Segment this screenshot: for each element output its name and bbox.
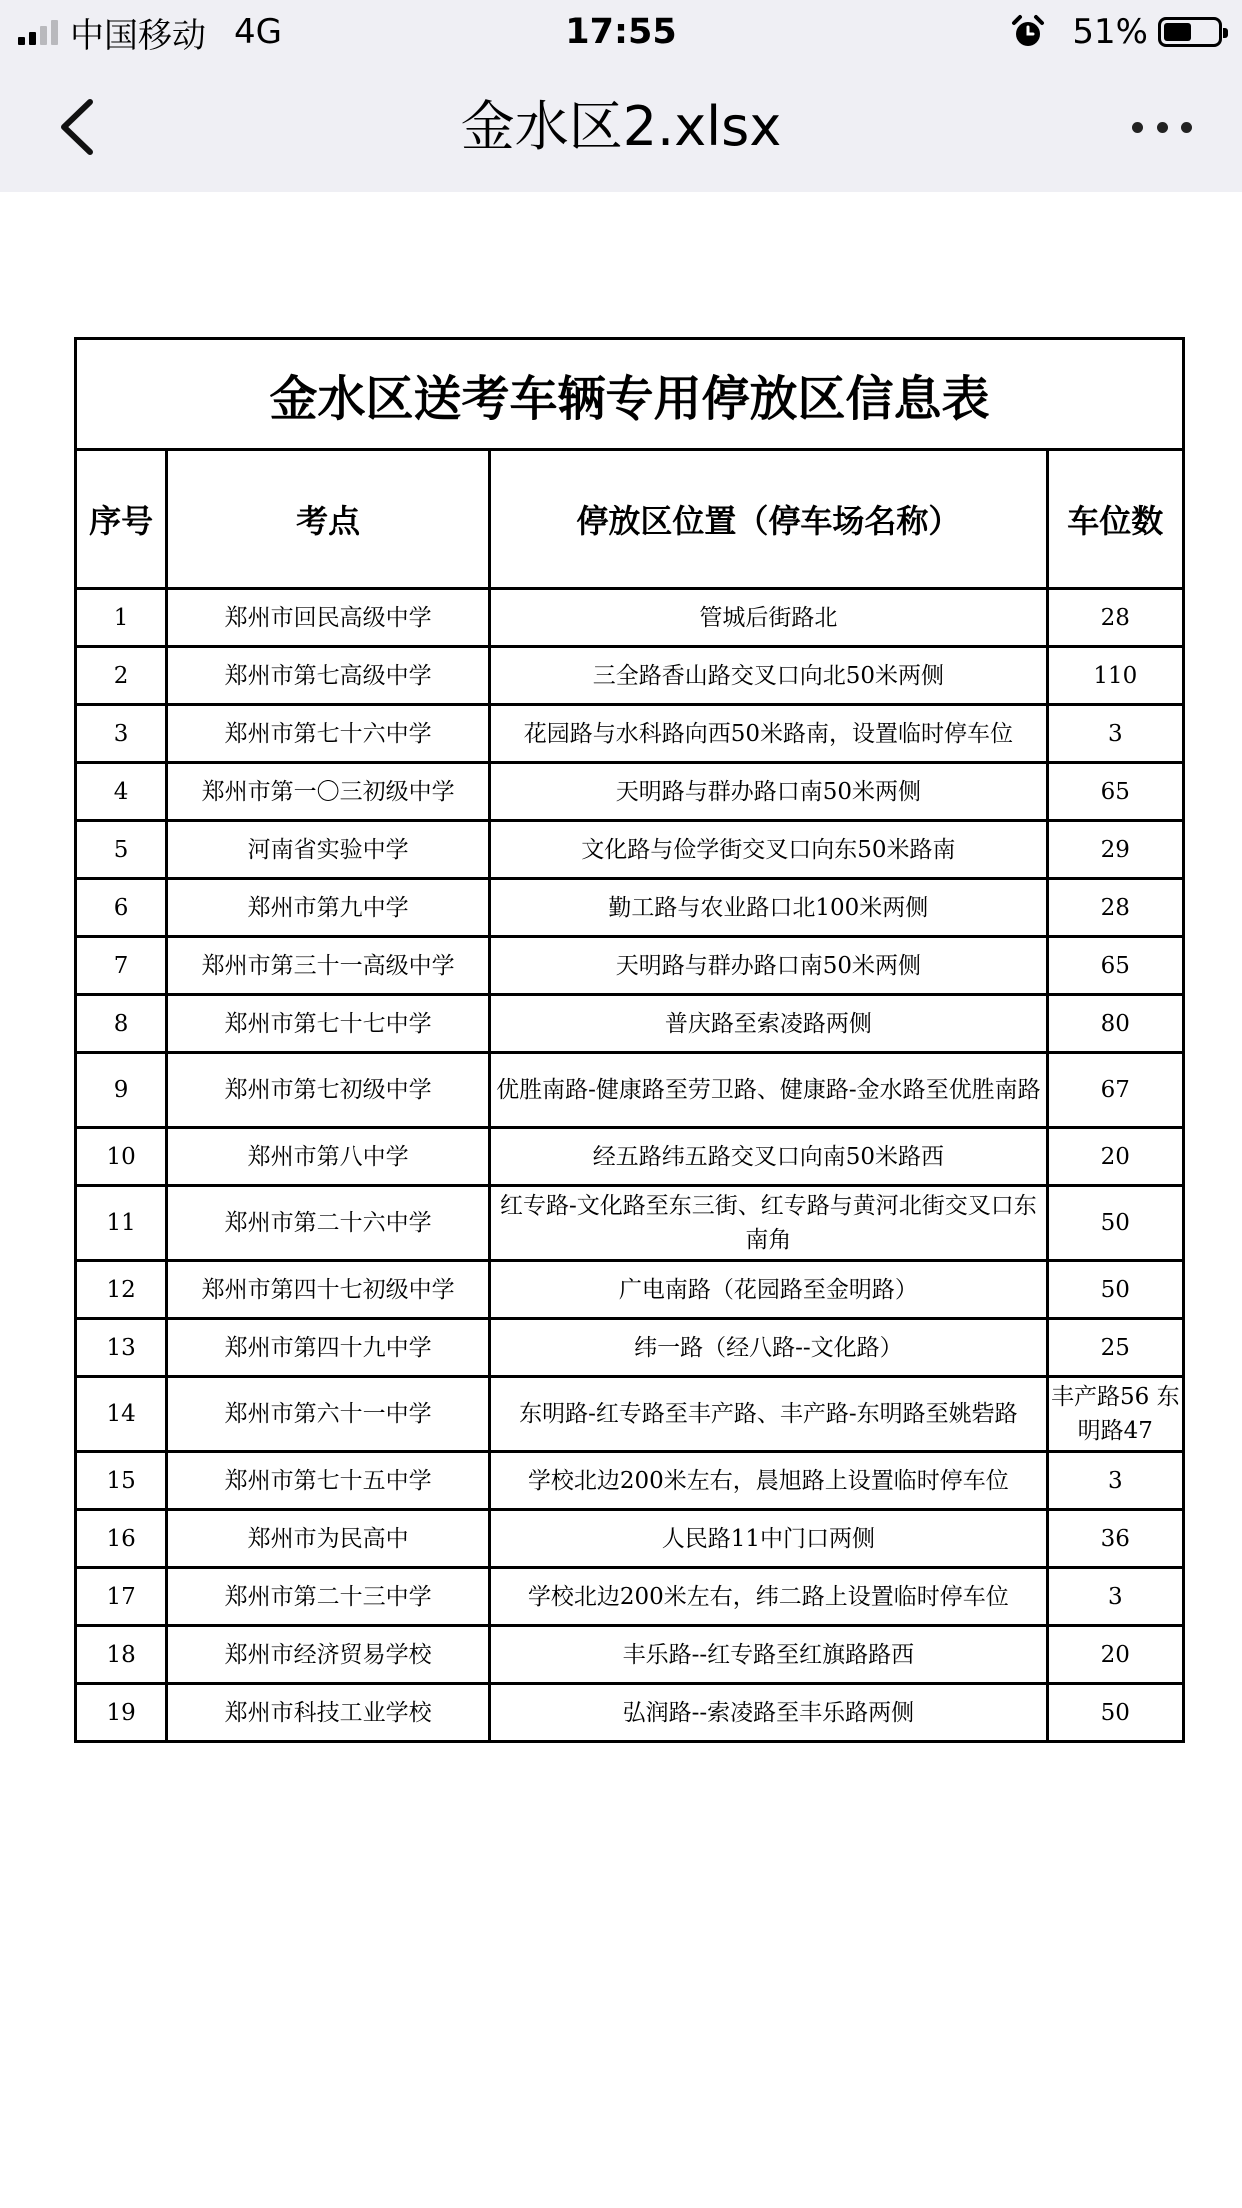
- cell-no: 9: [76, 1053, 167, 1128]
- network-type: 4G: [234, 12, 282, 52]
- cell-spaces: 3: [1047, 1452, 1183, 1510]
- battery-percent: 51%: [1072, 12, 1148, 52]
- cell-location: 文化路与俭学街交叉口向东50米路南: [490, 821, 1048, 879]
- cell-location: 广电南路（花园路至金明路）: [490, 1261, 1048, 1319]
- table-row: [76, 589, 1184, 647]
- cell-no: 3: [76, 705, 167, 763]
- cell-no: 10: [76, 1128, 167, 1186]
- cell-location: 花园路与水科路向西50米路南，设置临时停车位: [490, 705, 1048, 763]
- status-bar: [0, 0, 1242, 62]
- navigation-bar: [0, 62, 1242, 192]
- cell-spaces: 3: [1047, 1568, 1183, 1626]
- cell-no: 6: [76, 879, 167, 937]
- cell-no: 5: [76, 821, 167, 879]
- more-options-icon[interactable]: [1132, 110, 1192, 144]
- table-row: [76, 1377, 1184, 1452]
- cell-school: 郑州市第九中学: [167, 879, 490, 937]
- alarm-clock-icon: [1010, 14, 1046, 50]
- cell-school: 郑州市第七高级中学: [167, 647, 490, 705]
- cell-spaces: 36: [1047, 1510, 1183, 1568]
- cell-spaces: 80: [1047, 995, 1183, 1053]
- cell-no: 2: [76, 647, 167, 705]
- table-row: [76, 763, 1184, 821]
- cell-location: 学校北边200米左右，纬二路上设置临时停车位: [490, 1568, 1048, 1626]
- cell-location: 纬一路（经八路--文化路）: [490, 1319, 1048, 1377]
- table-row: [76, 1684, 1184, 1742]
- cell-spaces: 20: [1047, 1626, 1183, 1684]
- status-right: [1010, 10, 1222, 54]
- cell-location: 学校北边200米左右，晨旭路上设置临时停车位: [490, 1452, 1048, 1510]
- cell-location: 普庆路至索凌路两侧: [490, 995, 1048, 1053]
- cell-spaces: 65: [1047, 763, 1183, 821]
- battery-icon: [1158, 17, 1222, 47]
- cell-spaces: 50: [1047, 1261, 1183, 1319]
- cell-no: 1: [76, 589, 167, 647]
- cell-school: 郑州市第一〇三初级中学: [167, 763, 490, 821]
- cell-spaces: 50: [1047, 1186, 1183, 1261]
- cell-spaces: 110: [1047, 647, 1183, 705]
- cell-location: 天明路与群办路口南50米两侧: [490, 937, 1048, 995]
- table-row: [76, 1186, 1184, 1261]
- table-row: [76, 1510, 1184, 1568]
- cell-school: 郑州市第七十七中学: [167, 995, 490, 1053]
- cell-location: 丰乐路--红专路至红旗路路西: [490, 1626, 1048, 1684]
- clock: 17:55: [565, 12, 677, 52]
- cell-school: 郑州市第三十一高级中学: [167, 937, 490, 995]
- table-row: [76, 879, 1184, 937]
- table-row: [76, 1452, 1184, 1510]
- cell-school: 郑州市第七十五中学: [167, 1452, 490, 1510]
- cell-location: 三全路香山路交叉口向北50米两侧: [490, 647, 1048, 705]
- cell-location: 红专路-文化路至东三街、红专路与黄河北街交叉口东南角: [490, 1186, 1048, 1261]
- cell-spaces: 丰产路56 东明路47: [1047, 1377, 1183, 1452]
- cell-no: 17: [76, 1568, 167, 1626]
- cell-location: 人民路11中门口两侧: [490, 1510, 1048, 1568]
- table-row: [76, 1319, 1184, 1377]
- battery-level: [1164, 23, 1191, 41]
- cell-school: 郑州市第七十六中学: [167, 705, 490, 763]
- cell-school: 郑州市经济贸易学校: [167, 1626, 490, 1684]
- header-location: 停放区位置（停车场名称）: [490, 450, 1048, 589]
- cell-school: 郑州市第七初级中学: [167, 1053, 490, 1128]
- cell-spaces: 50: [1047, 1684, 1183, 1742]
- carrier-name: 中国移动: [70, 15, 206, 56]
- table-row: [76, 1261, 1184, 1319]
- table-row: [76, 821, 1184, 879]
- cell-spaces: 28: [1047, 589, 1183, 647]
- cell-school: 郑州市第八中学: [167, 1128, 490, 1186]
- cell-school: 郑州市第二十六中学: [167, 1186, 490, 1261]
- table-row: [76, 937, 1184, 995]
- cell-no: 11: [76, 1186, 167, 1261]
- cell-school: 郑州市第四十七初级中学: [167, 1261, 490, 1319]
- cell-no: 12: [76, 1261, 167, 1319]
- cell-no: 19: [76, 1684, 167, 1742]
- cell-school: 郑州市为民高中: [167, 1510, 490, 1568]
- cell-no: 7: [76, 937, 167, 995]
- header-no: 序号: [76, 450, 167, 589]
- table-row: [76, 647, 1184, 705]
- cell-spaces: 29: [1047, 821, 1183, 879]
- table-row: [76, 1128, 1184, 1186]
- table-row: [76, 995, 1184, 1053]
- cell-spaces: 67: [1047, 1053, 1183, 1128]
- cell-no: 14: [76, 1377, 167, 1452]
- cell-no: 15: [76, 1452, 167, 1510]
- cell-location: 优胜南路-健康路至劳卫路、健康路-金水路至优胜南路: [490, 1053, 1048, 1128]
- page-title: 金水区2.xlsx: [460, 95, 782, 158]
- cell-location: 弘润路--索凌路至丰乐路两侧: [490, 1684, 1048, 1742]
- cell-no: 4: [76, 763, 167, 821]
- sheet-title: 金水区送考车辆专用停放区信息表: [76, 339, 1184, 450]
- cell-spaces: 20: [1047, 1128, 1183, 1186]
- cell-location: 勤工路与农业路口北100米两侧: [490, 879, 1048, 937]
- header-school: 考点: [167, 450, 490, 589]
- cell-location: 东明路-红专路至丰产路、丰产路-东明路至姚砦路: [490, 1377, 1048, 1452]
- table-row: [76, 1568, 1184, 1626]
- cell-school: 郑州市第六十一中学: [167, 1377, 490, 1452]
- cell-no: 8: [76, 995, 167, 1053]
- parking-info-table: [74, 337, 1185, 1743]
- cell-location: 天明路与群办路口南50米两侧: [490, 763, 1048, 821]
- cell-school: 郑州市第二十三中学: [167, 1568, 490, 1626]
- cell-school: 河南省实验中学: [167, 821, 490, 879]
- cell-school: 郑州市回民高级中学: [167, 589, 490, 647]
- cell-spaces: 28: [1047, 879, 1183, 937]
- cell-spaces: 25: [1047, 1319, 1183, 1377]
- table-row: [76, 705, 1184, 763]
- cell-no: 18: [76, 1626, 167, 1684]
- header-spaces: 车位数: [1047, 450, 1183, 589]
- cell-spaces: 3: [1047, 705, 1183, 763]
- cell-location: 管城后街路北: [490, 589, 1048, 647]
- table-row: [76, 1053, 1184, 1128]
- cell-school: 郑州市第四十九中学: [167, 1319, 490, 1377]
- cell-school: 郑州市科技工业学校: [167, 1684, 490, 1742]
- cell-spaces: 65: [1047, 937, 1183, 995]
- cell-no: 13: [76, 1319, 167, 1377]
- table-row: [76, 1626, 1184, 1684]
- cell-location: 经五路纬五路交叉口向南50米路西: [490, 1128, 1048, 1186]
- cell-no: 16: [76, 1510, 167, 1568]
- header-row: [76, 450, 1184, 589]
